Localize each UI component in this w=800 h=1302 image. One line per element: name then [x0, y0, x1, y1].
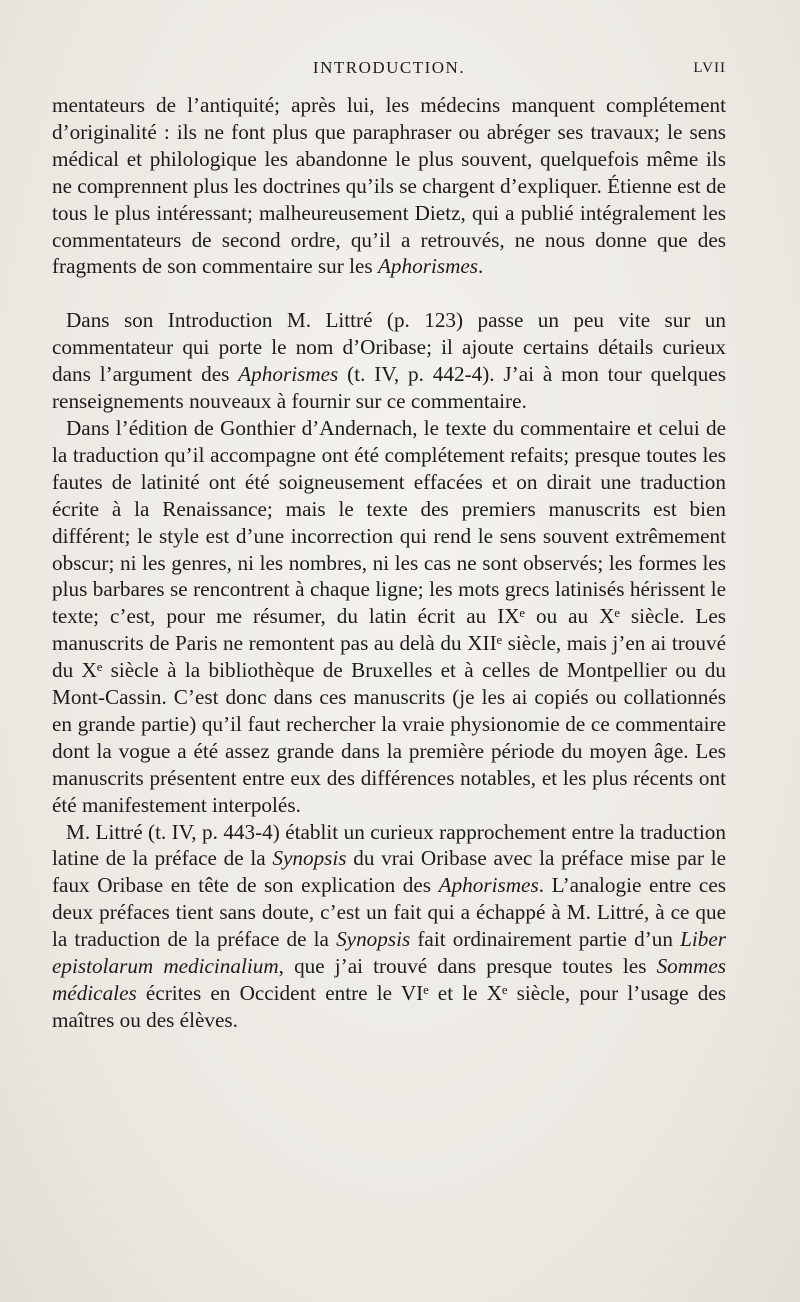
text-run: . L’analogie entre ces deux préfaces tient sans doute, c’est un fait qui a échappé à M. Littré, à ce que la traduction de la préface de la [52, 873, 726, 952]
running-title: INTRODUCTION. [312, 58, 466, 77]
text-run: M. Littré (t. IV, p. 443-4) établit un curieux rapprochement entre la traduction latine de la préface de la [52, 819, 726, 871]
text-run: écrites en Occident entre le VIᵉ et le Xᵉ siècle, pour l’usage des maîtres ou des élèves. [52, 981, 726, 1032]
text-run: Dans son Introduction M. Littré (p. 123) passe un peu vite sur un commentateur qui porte le nom d’Oribase; il ajoute certains détails curieux dans l’argument des [52, 308, 726, 387]
italic-text: Aphorismes [377, 254, 479, 279]
paragraph [52, 819, 726, 1034]
body-text [52, 92, 726, 1034]
text-run: fait ordinairement partie d’un [410, 927, 681, 952]
text-run: du vrai Oribase avec la préface mise par le faux Oribase en tête de son explication des [52, 846, 726, 898]
text-run: (t. IV, p. 442-4). J’ai à mon tour quelques renseignements nouveaux à fournir sur ce commentaire. [52, 362, 726, 414]
paragraph [52, 307, 726, 415]
italic-text: Aphorismes [438, 873, 539, 898]
paragraph [52, 415, 726, 819]
page-number: LVII [693, 60, 726, 76]
text-run: mentateurs de l’antiquité; après lui, les médecins manquent complétement d’originalité : ils ne font plus que paraphraser ou abréger ses travaux; le sens médical et philologique les abandonne le plus souvent, quelquefois même ils ne comprennent plus les doctrines qu’ils se chargent d’expliquer. Étienne est de tous le plus intéressant; malheureusement Dietz, qui a publié intégralement les commentateurs de second ordre, qu’il a retrouvés, ne nous donne que des fragments de son commentaire sur les [52, 93, 726, 279]
text-run: . [478, 254, 484, 279]
italic-text: Liber epistolarum medicinalium [52, 927, 726, 979]
text-run: Dans l’édition de Gonthier d’Andernach, le texte du commentaire et celui de la traduction qu’il accompagne ont été complétement refaits; presque toutes les fautes de latinité ont été soigneusement effacées et on dirait une traduction écrite à la Renaissance; mais le texte des premiers manuscrits est bien différent; le style est d’une incorrection qui rend le sens souvent extrêmement obscur; ni les genres, ni les nombres, ni les cas ne sont observés; les formes les plus barbares se rencontrent à chaque ligne; les mots grecs latinisés hérissent le texte; c’est, pour me résumer, du latin écrit au IXᵉ ou au Xᵉ siècle. Les manuscrits de Paris ne remontent pas au delà du XIIᵉ siècle, mais j’en ai trouvé du Xᵉ siècle à la bibliothèque de Bruxelles et à celles de Montpellier ou du Mont-Cassin. C’est donc dans ces manuscrits (je les ai copiés ou collationnés en grande partie) qu’il faut rechercher la vraie physionomie de ce commentaire dont la vogue a été assez grande dans la première période du moyen âge. Les manuscrits présentent entre eux des différences notables, et les plus récents ont été manifestement interpolés. [52, 415, 726, 817]
paragraph [52, 92, 726, 280]
italic-text: Synopsis [272, 846, 347, 871]
text-run: , que j’ai trouvé dans presque toutes les [278, 954, 657, 979]
italic-text: Synopsis [336, 927, 411, 952]
italic-text: Sommes médicales [52, 954, 727, 1005]
running-head [52, 52, 726, 92]
italic-text: Aphorismes [238, 362, 339, 387]
book-page [52, 52, 726, 1034]
